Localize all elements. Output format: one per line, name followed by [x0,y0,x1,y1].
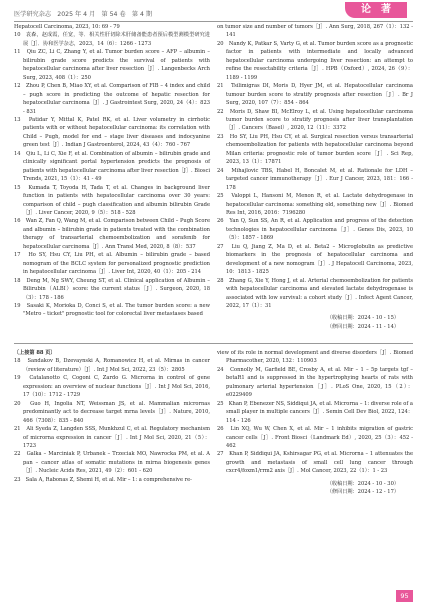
reference-item: 18 Sandakov B, Dzevaynski A, Romanowicz H, et al. Mirnas in cancer（review of literature）［J］. Int J Mol Sci, 2022, 23（5）：2805 [14,358,210,373]
reference-item: 20 Nandy K, Patkar S, Varty G, et al. Tumor burden score as a prognostic factor in patients with intermediate and locally advanced hepatocellular carcinoma undergoing liver resection: an attempt to refine the resectability criteria［J］. HPB（Oxford）, 2024, 26（9）：1189 - 1199 [217,40,413,81]
reference-item: 19 Sasaki K, Morioka D, Conci S, et al. The tumor burden score: a new "Metro – ticket" prognostic tool for colorectal liver metastases based [14,302,210,318]
reference-item: 24 Mihajlovic TBS, Habel H, Boncalet M, et al. Rationale for LDH – targeted cancer immunotherapy［J］. Eur J Cancer, 2023, 181：166 - 178 [217,167,413,191]
reference-item: 24 Connolly M, Garfield BE, Crosby A, et al. Mir – 1 – 5p targets tgf – betaR1 and is suppressed in the hypertrophying hearts of rats with pulmonary arterial hypertension［J］. PLoS One, 2020, 15（2）：e0229409 [217,366,413,399]
reference-item: 20 Guo H, Ingolia NT, Weissman JS, et al. Mammalian micrornas predominantly act to decrease target mrna levels［J］. Nature, 2010, 466（7308）：835 - 840 [14,400,210,424]
reference-item: 26 Yan Q, Sun SS, An R, et al. Application and progress of the detection technologies in hepatocellular carcinoma［J］. Genes Dis, 2023, 10（5）：1857 - 1869 [217,218,413,242]
reference-item: on tumor size and number of tumors［J］. Ann Surg, 2018, 267（1）：132 - 141 [217,24,413,39]
reference-item: 27 Liu Q, Jiang Z, Ma D, et al. Beta2 – Microglobulin as predictive biomarkers in the prognosis of hepatocellular carcinoma and development of a new nomogram［J］. J Hepatocell Carcinoma, 2023, 10：1813 - 1825 [217,243,413,276]
running-header: 医学研究杂志 2025 年 4 月 第 54 卷 第 4 期 [14,11,153,18]
reference-item: 21 Ali Syeda Z, Langden SSS, Munkhzul C, et al. Regulatory mechanism of microrna expression in cancer［J］. Int J Mol Sci, 2020, 21（5）：1723 [14,426,210,449]
reference-item: 27 Khan P, Siddiqui JA, Kshirsagar PG, et al. Microrna – 1 attenuates the growth and metastasis of small cell lung cancer through cxcr4/foxm1/rrm2 axis［J］. Mol Cancer, 2023, 22（1）：1 - 23 [217,451,413,475]
reference-item: 17 Ho SY, Hsu CY, Liu PH, et al. Albumin – bilirubin grade – based nomogram of the BCLC system for personalized prognostic prediction in hepatocellular carcinoma［J］. Liver Int, 2020, 40（1）：205 - 214 [14,252,210,276]
references-bottom-right [217,349,413,497]
received-dates [217,314,413,331]
reference-item: 18 Deng M, Ng SWY, Cheung ST, et al. Clinical application of Albumin – Bilirubin（ALBI）score: the current status［J］. Surgeon, 2020, 18（3）：178 - 186 [14,277,210,301]
reference-item: 13 Patidar Y, Mittal K, Patel RK, et al. Liver volumetry in cirrhotic patients with or without hepatocellular carcinoma: its correlation with Child – Pugh, model for end – stage liver diseases and indocyanine green test［J］. Indian J Gastroenterol, 2024, 43（4）：760 - 767 [14,116,210,149]
continued-note: 〔上接第 88 页〕 [14,350,56,356]
received-date: （收稿日期：2024 - 10 - 30） [326,480,399,487]
reference-item: 23 Sala A, Rabonas Z, Shemi H, et al. Mir – 1: a comprehensive re- [14,476,192,483]
reference-item: view of its role in normal development and diverse disorders［J］. Biomed Pharmacother, 2020, 132：110903 [217,350,413,365]
section-separator [14,343,413,344]
reference-item: 22 Moris D, Shaw BI, McElroy L, et al. Using hepatocellular carcinoma tumor burden score to stratify prognosis after liver transplantation［J］. Cancers（Basel）, 2020, 12（11）：3372 [217,108,413,132]
received-dates [217,480,413,497]
reference-item: 21 Tsilimigras DI, Moris D, Hyer JM, et al. Hepatocellular carcinoma tumour burden score to stratify prognosis after resection［J］. Br J Surg, 2020, 107（7）：854 - 864 [217,83,413,107]
revised-date: （修回日期：2024 - 11 - 14） [326,323,399,330]
reference-item: 23 Ho SY, Liu PH, Hsu CY, et al. Surgical resection versus transarterial chemoembolization for patients with hepatocellular carcinoma beyond Milan criteria: prognostic role of tumor burden score［J］. Sci Rep, 2023, 13（1）：17871 [217,133,413,166]
reference-item: 14 Qiu L, Li C, Xie F, et al. Combination of albumin – bilirubin grade and clinically significant portal hypertension predicts the prognosis of patients with hepatocellular carcinoma after liver resection［J］. Biosci Trends, 2021, 15（1）：41 - 49 [14,150,210,183]
revised-date: （修回日期：2024 - 12 - 17） [326,489,399,496]
reference-item: Hepatocell Carcinoma, 2023, 10: 69 - 79 [14,24,120,30]
reference-item: 12 Zhou P, Chen B, Miao XY, et al. Comparison of FIB – 4 index and child – pugh score in predicting the outcome of hepatic resection for hepatocellular carcinoma［J］. J Gastrointest Surg, 2020, 24（4）：823 - 831 [14,83,210,115]
reference-item: 25 Valoppi L, Hansoni M, Menon R, et al. Lactate dehydrogenase in hepatocellular carcinoma: something old, something new［J］. Biomed Res Int, 2016, 2016：7196280 [217,193,413,216]
reference-item: 28 Zhang G, Xie Y, Hong J, et al. Arterial chemoembolization for patients with hepatocellular carcinoma and elevated lactate dehydrogenase is associated with low survival: a cohort study［J］. Infect Agent Cancer, 2022, 17（1）：31 [217,277,413,309]
header-rule [14,21,413,22]
reference-item: 22 Galka – Marciniak P, Urbanek – Trzeciak MO, Nawrocka PM, et al. A pan – cancer atlas of somatic mutations in mirna biogenesis genes［J］. Nucleic Acids Res, 2021, 49（2）：601 - 620 [14,451,210,475]
reference-item: 16 Wan Z, Fan Q, Wang M, et al. Comparison between Child – Pugh Score and albumin – bilirubin grade in patients treated with the combination therapy of transarterial chemoembolization and sorafenib for hepatocellular carcinoma［J］. Ann Transl Med, 2020, 8（8）：537 [14,218,210,250]
page-number: 95 [396,590,413,602]
section-logo: 论 著 [345,2,407,18]
reference-item: 15 Kumada T, Toyoda H, Tada T, et al. Changes in background liver function in patients with hepatocellular carcinoma over 30 years: comparison of child – pugh classification and albumin bilirubin Grade［J］. Liver Cancer, 2020, 9（5）：518 - 528 [14,184,210,216]
reference-item: 11 Qiu ZC, Li C, Zhang Y, et al. Tumor burden score – AFP – albumin – bilirubin grade score predicts the survival of patients with hepatocellular carcinoma after liver resection［J］. Langenbecks Arch Surg, 2023, 408（1）：250 [14,49,210,81]
reference-item: 10 袁森，赵成霞，任宽，等．相关性肝切除术肝储备能患者预后模型测模型研究进展［J］．协和医学杂志，2023，14（6）：1266 - 1273 [14,32,210,47]
references-top-right [217,23,413,331]
received-date: （收稿日期：2024 - 10 - 15） [326,315,399,322]
reference-item: 25 Khan P, Ebenezer NS, Siddiqui JA, et al. Microrna – 1: diverse role of a small player in multiple cancers［J］. Semin Cell Dev Biol, 2022, 124：114 - 126 [217,400,413,424]
reference-item: 26 Lin XQ, Wu W, Chen X, et al. Mir – 1 inhibits migration of gastric cancer cells［J］. Front Biosci（Landmark Ed）, 2020, 25（3）：452 - 462 [217,426,413,449]
reference-item: 19 Catalanotto C, Cogoni C, Zardo G. Microrna in control of gene expression: an overview of nuclear functions［J］. Int J Mol Sci, 2016, 17（10）：1712 - 1729 [14,375,210,399]
references-top-left [14,23,210,319]
references-bottom-left [14,349,210,484]
